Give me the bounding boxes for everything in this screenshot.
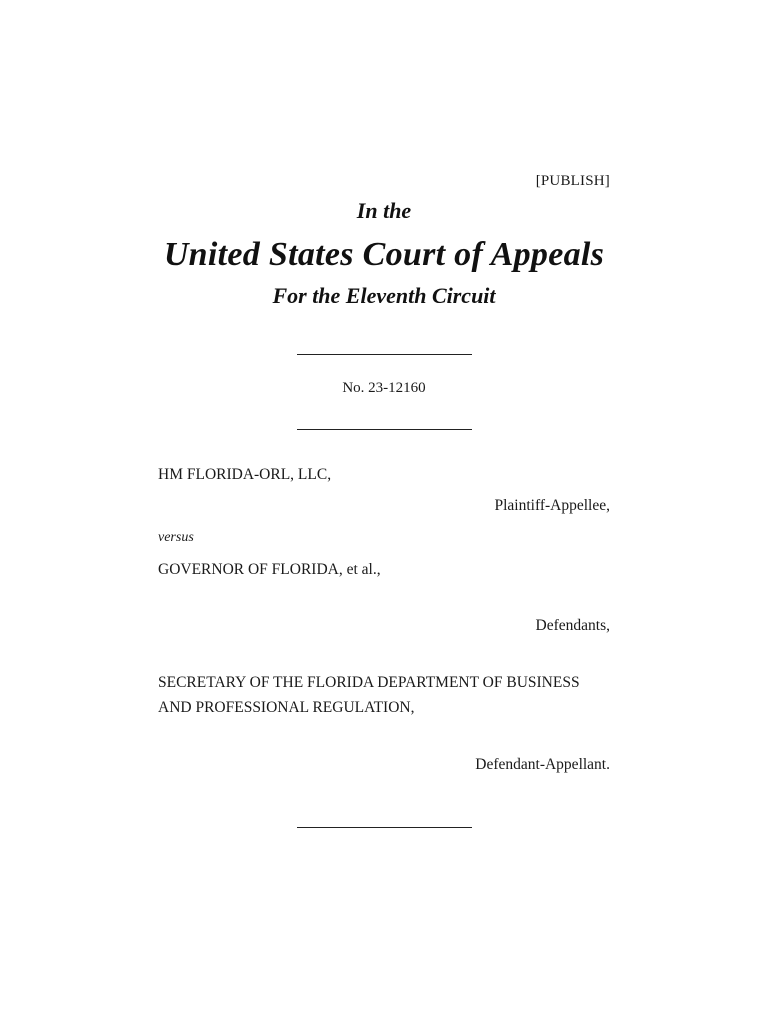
docket-number: No. 23-12160 [342, 380, 426, 396]
appellant-role: Defendant-Appellant. [475, 756, 610, 773]
defendant-role: Defendants, [535, 617, 610, 634]
divider-top [297, 354, 472, 355]
court-heading-in-the: In the [356, 198, 412, 223]
defendant-name: GOVERNOR OF FLORIDA, et al., [158, 561, 381, 578]
publish-label: [PUBLISH] [535, 173, 610, 189]
divider-bottom [297, 827, 472, 828]
circuit-heading: For the Eleventh Circuit [272, 283, 496, 308]
versus-label: versus [158, 530, 194, 545]
court-name-heading: United States Court of Appeals [163, 236, 605, 273]
divider-middle [297, 429, 472, 430]
plaintiff-role: Plaintiff-Appellee, [494, 497, 610, 514]
appellant-name: SECRETARY OF THE FLORIDA DEPARTMENT OF BUSINESS AND PROFESSIONAL REGULATION, [158, 674, 580, 716]
plaintiff-name: HM FLORIDA-ORL, LLC, [158, 466, 332, 483]
